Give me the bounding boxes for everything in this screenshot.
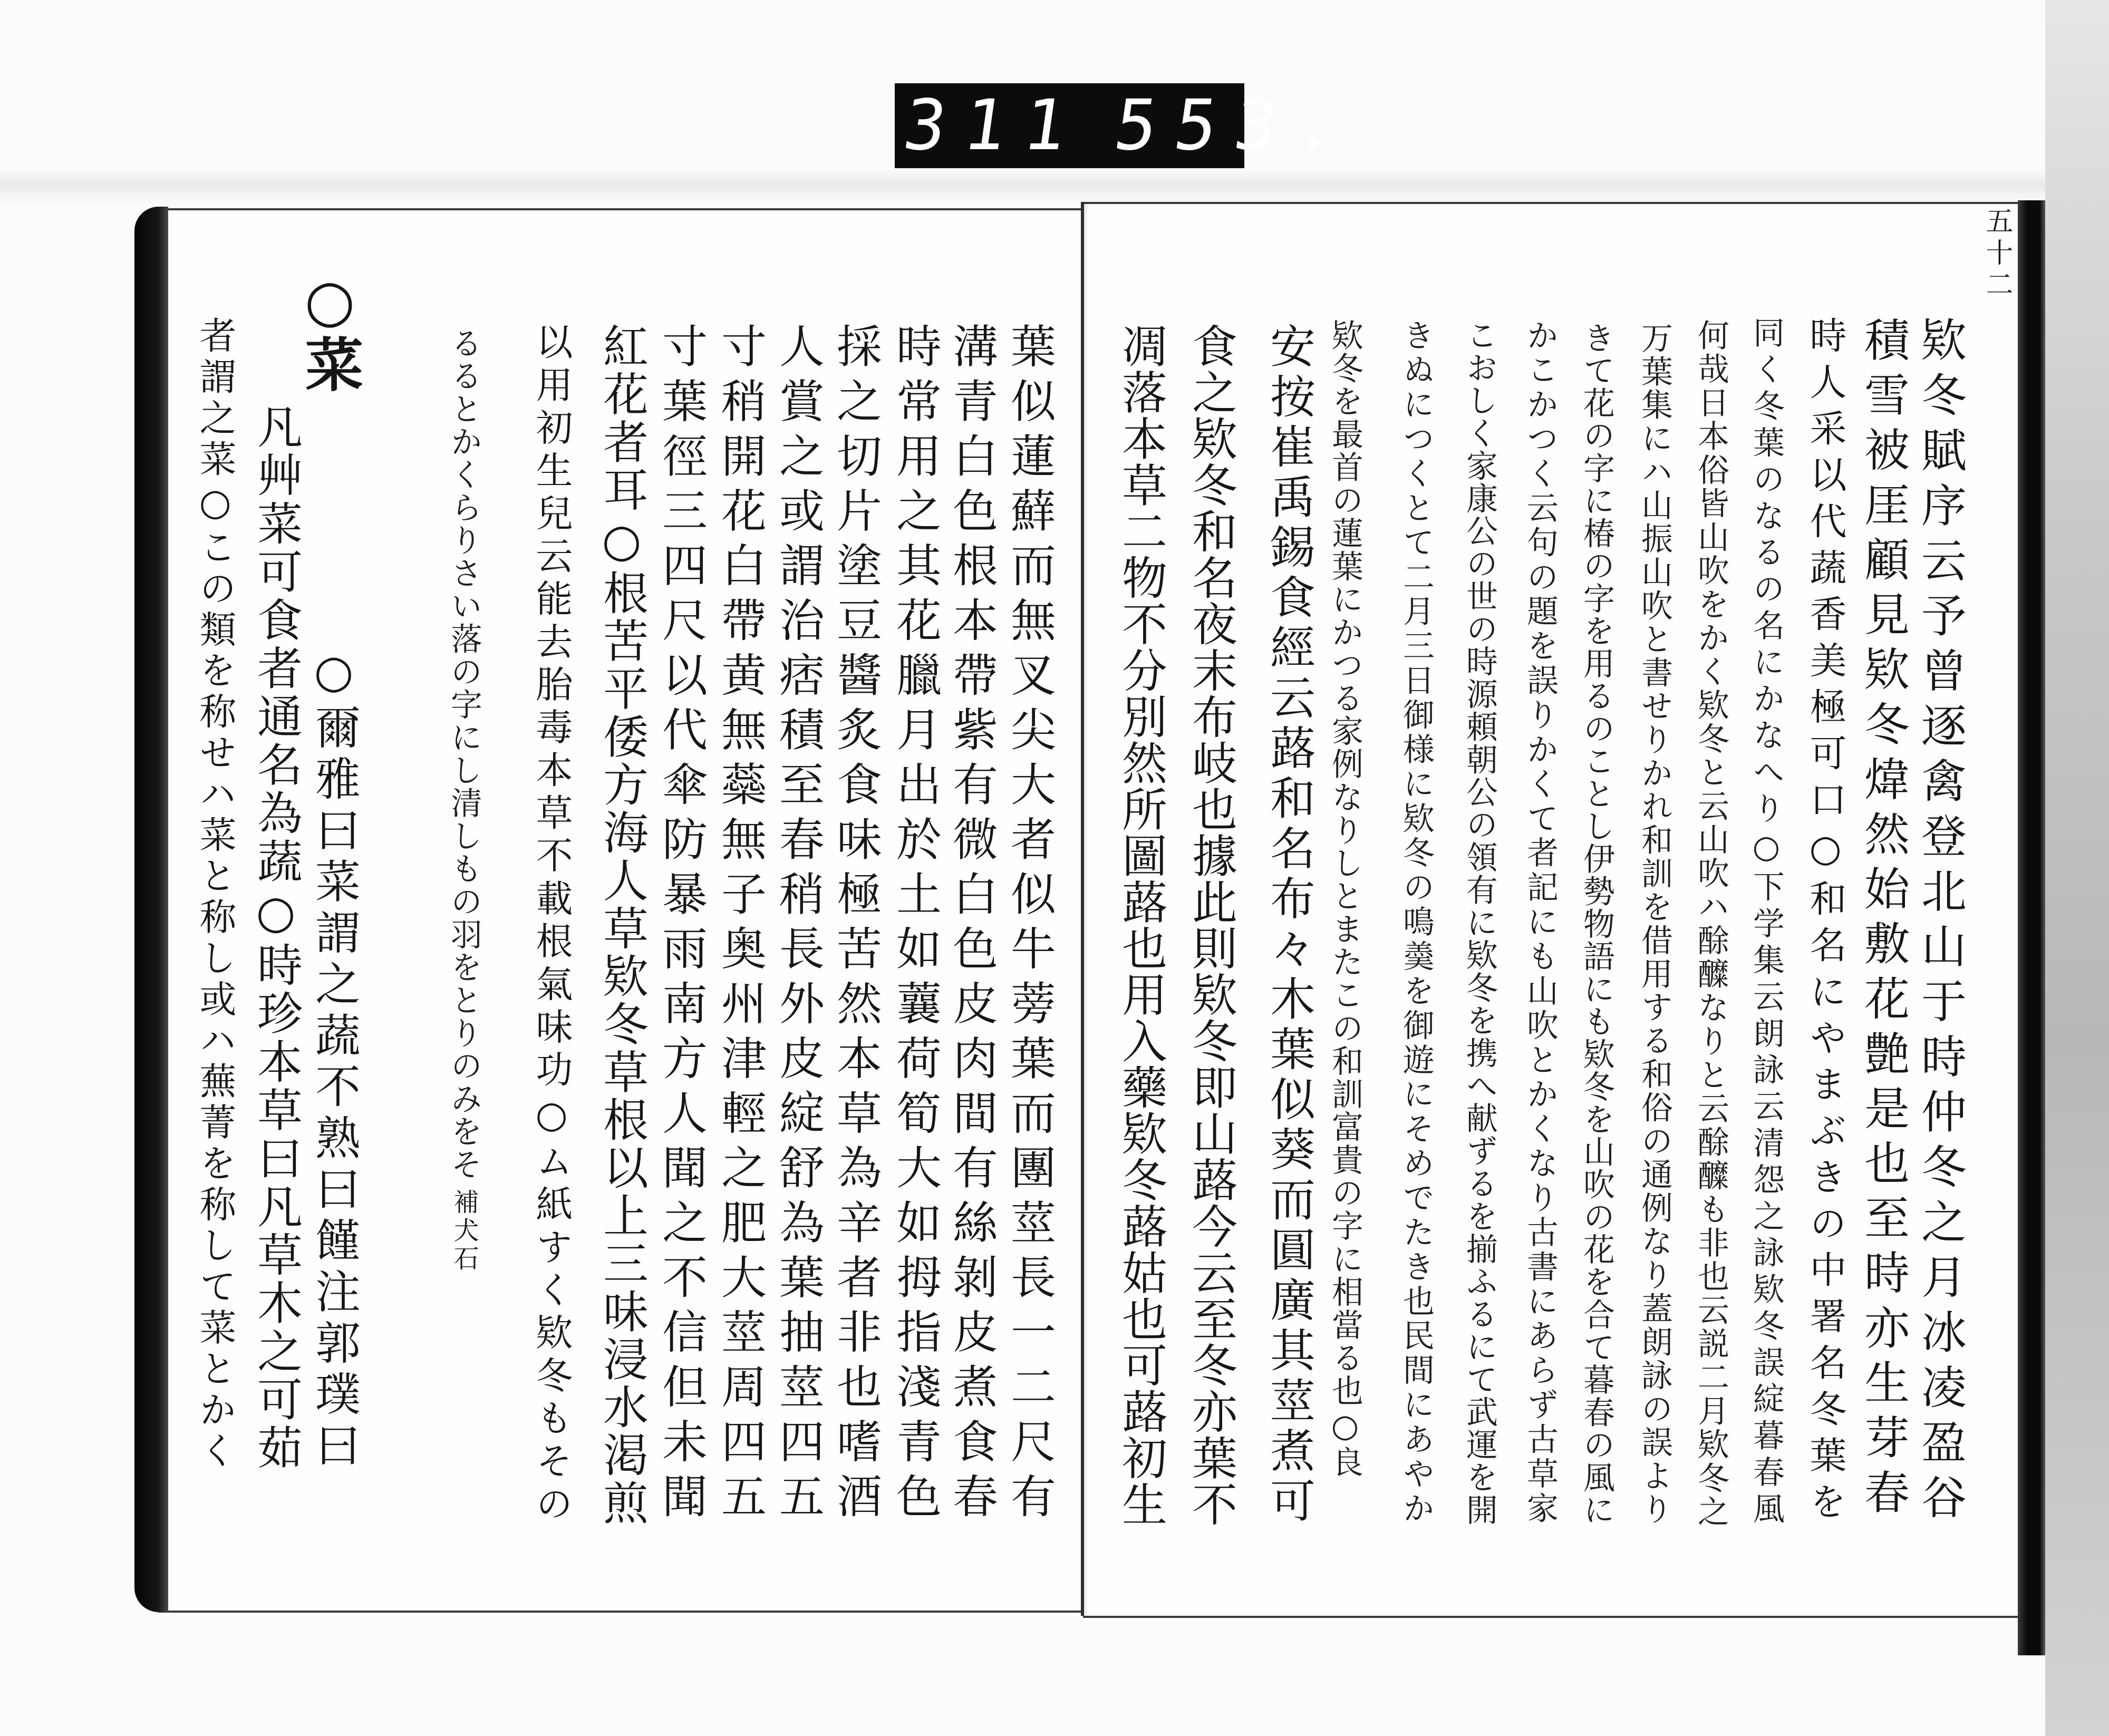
left-page-column-1 [1000, 323, 1058, 1527]
section-title [293, 266, 366, 393]
right-page-column-6 [1626, 322, 1684, 1526]
left-page-column-4 [826, 323, 884, 1527]
column-text: 者謂之菜○この類を称せハ菜と称し或ハ蕪菁を称して菜とかく [194, 316, 237, 1472]
supplement-note [435, 1189, 493, 1273]
column-text: 溝青白色根本帶紫有微白色皮肉間有絲剝皮煮食春 [945, 323, 998, 1527]
right-page-column-5 [1682, 319, 1740, 1529]
column-text: 人賞之或謂治痞積至春稍長外皮綻舒為葉抽莖四五 [771, 323, 824, 1527]
column-text: 葉似蓮蘚而無叉尖大者似牛蒡葉而團莖長一二尺有 [1003, 323, 1056, 1527]
right-page-column-13 [1182, 323, 1240, 1527]
right-page-column-3 [1796, 316, 1854, 1529]
catalog-number-right: 553. [1109, 85, 1360, 166]
left-page-column-7 [652, 323, 710, 1527]
column-text: 食之欵冬和名夜末布岐也據此則欵冬即山蕗今云至冬亦葉不 [1184, 323, 1237, 1527]
column-text: 凋落本草二物不分別然所圖蕗也用入藥欵冬蕗姑也可蕗初生 [1114, 323, 1167, 1527]
right-page-column-14 [1111, 323, 1169, 1527]
column-text: きぬにつくとて二月三日御様に欵冬の鳴羮を御遊にそめでたき也民間にあやか [1398, 319, 1435, 1526]
right-page-column-7 [1568, 322, 1626, 1526]
scanner-noise-band [0, 169, 2109, 206]
section-column-1 [305, 645, 363, 1473]
right-page-column-8 [1511, 319, 1569, 1526]
catalog-label-box [895, 83, 1360, 168]
column-text: こおしく家康公の世の時源頼朝公の領有に欵冬を携へ献ずるを揃ふるにて武運を開 [1461, 319, 1498, 1526]
section-column-3 [186, 316, 244, 1472]
catalog-number-left: 311 [898, 85, 1090, 166]
section-column-2 [247, 403, 305, 1472]
column-text: 欵冬賦序云予曾逐禽登北山于時仲冬之月冰凌盈谷 [1913, 316, 1966, 1529]
column-text: 安按崔禹錫食經云蕗和名布々木葉似葵而圓廣其莖煮可 [1262, 323, 1315, 1527]
column-text: 同く冬葉のなるの名にかなへり○下学集云朗詠云清怨之詠欵冬誤綻暮春風 [1748, 316, 1785, 1529]
left-page-column-3 [886, 323, 944, 1527]
left-page-binding-edge [134, 207, 168, 1612]
left-page-column-8 [593, 323, 651, 1527]
right-page-column-12 [1260, 323, 1318, 1527]
column-text: 寸葉徑三四尺以代傘防暴雨南方人聞之不信但未聞 [654, 323, 707, 1527]
left-page-column-2 [942, 323, 1000, 1527]
right-scan-margin [2045, 0, 2109, 1736]
left-page-column-9 [523, 323, 581, 1527]
left-page-column-5 [769, 323, 827, 1527]
page-number [1978, 207, 2015, 302]
column-text: 欵冬を最首の蓮葉にかつる家例なりしとまたこの和訓富貴の字に相當る也○良 [1327, 319, 1363, 1479]
center-gutter [1081, 202, 1084, 1616]
column-text: きて花の字に椿の字を用るのことし伊勢物語にも欵冬を山吹の花を合て暮春の風に [1578, 322, 1615, 1526]
column-text: 以用初生兒云能去胎毒本草不載根氣味功○ム紙すく欵冬もその [530, 323, 573, 1527]
right-page-column-2 [1854, 316, 1912, 1524]
right-page-column-1 [1911, 316, 1969, 1529]
right-page-column-9 [1450, 319, 1508, 1526]
column-text: 時常用之其花臘月出於土如蘘荷筍大如拇指淺青色 [888, 323, 941, 1527]
column-text: 凡艸菜可食者通名為蔬○時珍本草曰凡草木之可茹 [249, 403, 302, 1472]
left-page-column-6 [711, 323, 769, 1527]
page-number-text: 五十二 [1981, 207, 2013, 302]
supplement-note-text: 補犬石 [449, 1189, 479, 1273]
column-text: 寸稍開花白帶黄無蘂無子奥州津輕之肥大莖周四五 [713, 323, 766, 1527]
column-text: ○爾雅曰菜謂之蔬不熟曰饉注郭璞曰 [307, 645, 360, 1473]
column-text: 万葉集にハ山振山吹と書せりかれ和訓を借用する和俗の通例なり蓋朗詠の誤より [1636, 322, 1673, 1526]
section-title-text: ○菜 [296, 266, 364, 393]
left-page-column-10 [435, 327, 493, 1181]
right-page-edge-strip [2018, 200, 2045, 1655]
right-page-column-11 [1316, 319, 1374, 1479]
column-text: 積雪被厓顧見欵冬煒然始敷花艶是也至時亦生芽春 [1856, 316, 1909, 1524]
column-text: るるとかくらりさい落の字にし清しもの羽をとりのみをそ [446, 327, 482, 1181]
right-page-column-4 [1737, 316, 1795, 1529]
column-text: かこかつく云句の題を誤りかくて者記にも山吹とかくなり古書にあらず古草家 [1522, 319, 1559, 1526]
right-page-column-10 [1387, 319, 1445, 1526]
column-text: 時人采以代蔬香美極可口○和名にやまぶきの中署名冬葉を [1804, 316, 1847, 1529]
column-text: 紅花者耳○根苦平倭方海人草欵冬草根以上三味浸水渇煎 [595, 323, 648, 1527]
column-text: 何哉日本俗皆山吹をかく欵冬と云山吹ハ酴醾なりと云酴醾も非也云説二月欵冬之 [1692, 319, 1729, 1529]
column-text: 採之切片塗豆醬炙食味極苦然本草為辛者非也嗜酒 [829, 323, 882, 1527]
